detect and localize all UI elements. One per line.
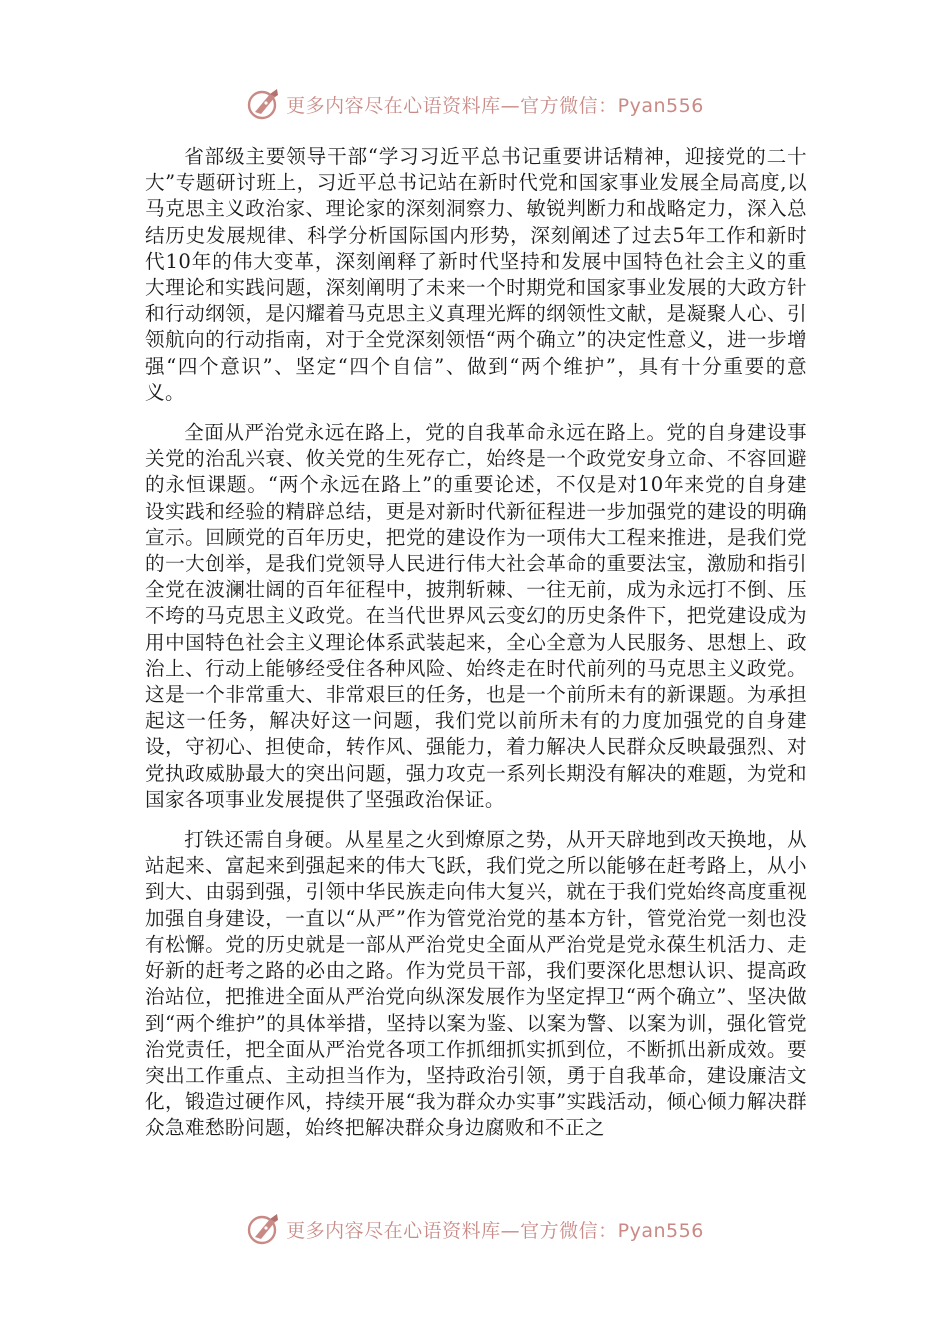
document-body [145,144,807,1156]
paragraph-3: 打铁还需自身硬。从星星之火到燎原之势，从开天辟地到改天换地，从站起来、富起来到强起来的伟大飞跃，我们党之所以能够在赶考路上，从小到大、由弱到强，引领中华民族走向伟大复兴，就在于我们党始终高度重视加强自身建设，一直以“从严”作为管党治党的基本方针，管党治党一刻也没有松懈。党的历史就是一部从严治党史全面从严治党是党永葆生机活力、走好新的赶考之路的必由之路。作为党员干部，我们要深化思想认识、提高政治站位，把推进全面从严治党向纵深发展作为坚定捍卫“两个确立”、坚决做到“两个维护”的具体举措，坚持以案为鉴、以案为警、以案为训，强化管党治党责任，把全面从严治党各项工作抓细抓实抓到位，不断抓出新成效。要突出工作重点、主动担当作为，坚持政治引领，勇于自我革命，建设廉洁文化，锻造过硬作风，持续开展“我为群众办实事”实践活动，倾心倾力解决群众急难愁盼问题，始终把解决群众身边腐败和不正之 [145,828,807,1140]
watermark-text: 更多内容尽在心语资料库—官方微信：Pyan556 [286,94,704,117]
paragraph-2: 全面从严治党永远在路上，党的自我革命永远在路上。党的自身建设事关党的治乱兴衰、攸关党的生死存亡，始终是一个政党安身立命、不容回避的永恒课题。“两个永远在路上”的重要论述，不仅是对10年来党的自身建设实践和经验的精辟总结，更是对新时代新征程进一步加强党的建设的明确宣示。回顾党的百年历史，把党的建设作为一项伟大工程来推进，是我们党的一大创举，是我们党领导人民进行伟大社会革命的重要法宝，激励和指引全党在波澜壮阔的百年征程中，披荆斩棘、一往无前，成为永远打不倒、压不垮的马克思主义政党。在当代世界风云变幻的历史条件下，把党建设成为用中国特色社会主义理论体系武装起来，全心全意为人民服务、思想上、政治上、行动上能够经受住各种风险、始终走在时代前列的马克思主义政党。这是一个非常重大、非常艰巨的任务，也是一个前所未有的新课题。为承担起这一任务，解决好这一问题，我们党以前所未有的力度加强党的自身建设，守初心、担使命，转作风、强能力，着力解决人民群众反映最强烈、对党执政威胁最大的突出问题，强力攻克一系列长期没有解决的难题，为党和国家各项事业发展提供了坚强政治保证。 [145,421,807,811]
watermark-header [0,84,950,124]
pen-nib-circle-icon [246,86,282,122]
paragraph-1: 省部级主要领导干部“学习习近平总书记重要讲话精神，迎接党的二十大”专题研讨班上，习近平总书记站在新时代党和国家事业发展全局高度,以马克思主义政治家、理论家的深刻洞察力、敏锐判断力和战略定力，深入总结历史发展规律、科学分析国际国内形势，深刻阐述了过去5年工作和新时代10年的伟大变革，深刻阐释了新时代坚持和发展中国特色社会主义的重大理论和实践问题，深刻阐明了未来一个时期党和国家事业发展的大政方针和行动纲领，是闪耀着马克思主义真理光辉的纲领性文献，是凝聚人心、引领航向的行动指南，对于全党深刻领悟“两个确立”的决定性意义，进一步增强“四个意识”、坚定“四个自信”、做到“两个维护”，具有十分重要的意义。 [145,145,807,404]
watermark-footer [0,1209,950,1249]
pen-nib-circle-icon [246,1211,282,1247]
watermark-text: 更多内容尽在心语资料库—官方微信：Pyan556 [286,1219,704,1242]
